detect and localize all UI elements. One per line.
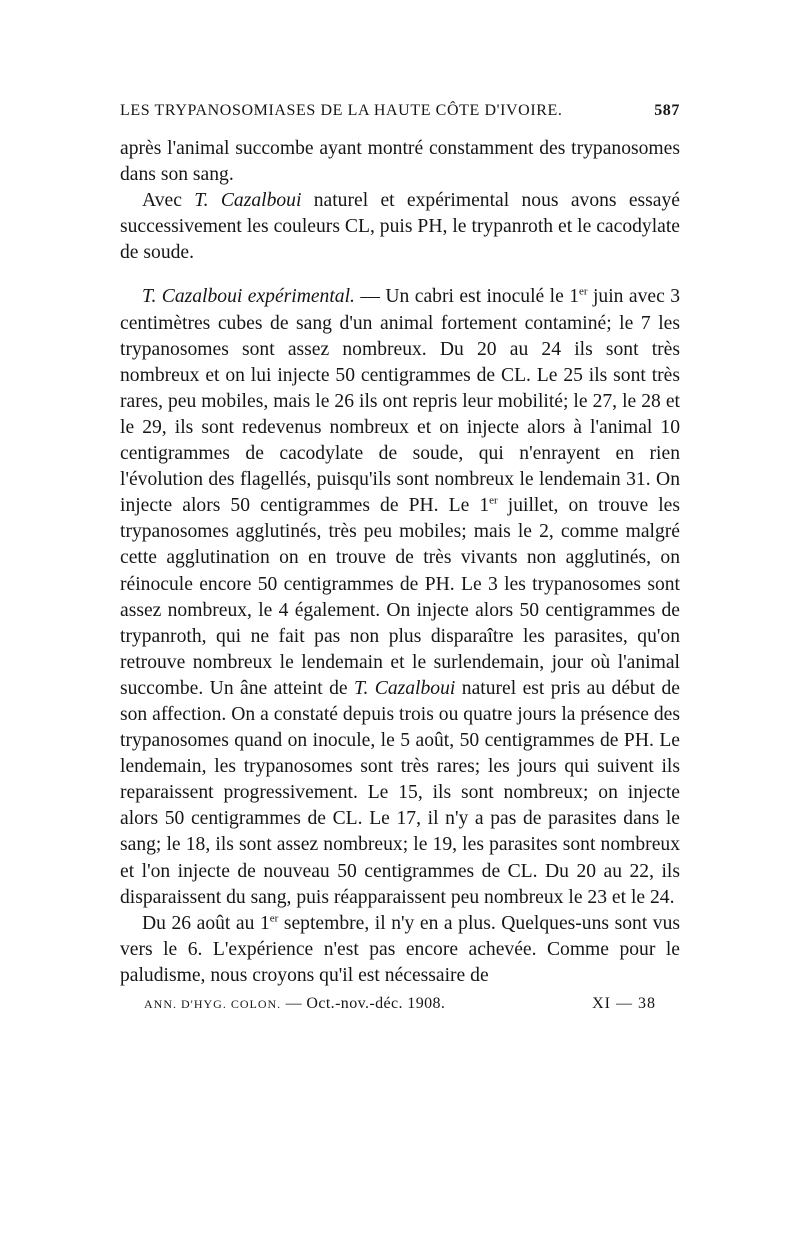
species-name: T. Cazalboui — [354, 677, 456, 699]
page-number: 587 — [654, 102, 680, 119]
paragraph-intro: Avec T. Cazalboui naturel et expérimental nous avons essayé successivement les couleurs CL, puis PH, le trypanroth et le cacodylate de soude. — [120, 190, 680, 264]
signature-mark: XI — 38 — [592, 995, 656, 1012]
journal-reference — [144, 995, 445, 1013]
species-name: T. Cazalboui — [194, 190, 302, 212]
body-text — [120, 136, 680, 989]
paragraph-experiment: T. Cazalboui expérimental. — Un cabri est inoculé le 1er juin avec 3 centimètres cubes de sang d'un animal fortement contaminé; le 7 les trypanosomes sont assez nombreux. Du 20 au 24 ils sont très nombreux et on lui injecte 50 centigrammes de CL. Le 25 ils sont très rares, peu mobiles, mais le 26 ils ont repris leur mobilité; le 27, le 28 et le 29, ils sont redevenus nombreux et on injecte alors à l'animal 10 centigrammes de cacodylate de soude, qui n'enrayent en rien l'évolution des flagellés, puisqu'ils sont nombreux le lendemain 31. On injecte alors 50 centigrammes de PH. Le 1er juillet, on trouve les trypanosomes agglutinés, très peu mobiles; mais le 2, comme malgré cette agglutination on en trouve de très vivants non agglutinés, on réinocule encore 50 centigrammes de PH. Le 3 les trypanosomes sont assez nombreux, le 4 également. On injecte alors 50 centigrammes de trypanroth, qui ne fait pas non plus disparaître les parasites, qu'on retrouve nombreux le lendemain et le surlendemain, jour où l'animal succombe. Un âne atteint de T. Cazalboui naturel est pris au début de son affection. On a constaté depuis trois ou quatre jours la présence des trypanosomes quand on inocule, le 5 août, 50 centigrammes de PH. Le lendemain, les trypanosomes sont très rares; les jours qui suivent ils reparaissent progressivement. Le 15, ils sont nombreux; on injecte alors 50 centigrammes de CL. Le 17, il n'y a pas de parasites dans le sang; le 18, ils sont assez nombreux; le 19, les parasites sont nombreux et l'on injecte de nouveau 50 centigrammes de CL. Du 20 au 22, ils disparaissent du sang, puis réapparaissent peu nombreux le 23 et le 24. — [120, 285, 680, 908]
running-header — [120, 102, 680, 120]
footer-dash: — — [285, 995, 302, 1012]
document-page — [120, 102, 680, 1013]
section-heading: T. Cazalboui expérimental. — [142, 286, 355, 308]
paragraph-continuation: après l'animal succombe ayant montré constamment des trypanosomes dans son sang. — [120, 138, 680, 186]
page-footer — [120, 995, 680, 1013]
paragraph-final: Du 26 août au 1er septembre, il n'y en a plus. Quelques-uns sont vus vers le 6. L'expérience n'est pas encore achevée. Comme pour le paludisme, nous croyons qu'il est nécessaire de — [120, 912, 680, 986]
issue-date: Oct.-nov.-déc. 1908. — [306, 995, 446, 1012]
journal-abbrev: ANN. D'HYG. COLON. — [144, 997, 282, 1011]
running-title: LES TRYPANOSOMIASES DE LA HAUTE CÔTE D'IVOIRE. — [120, 102, 563, 119]
